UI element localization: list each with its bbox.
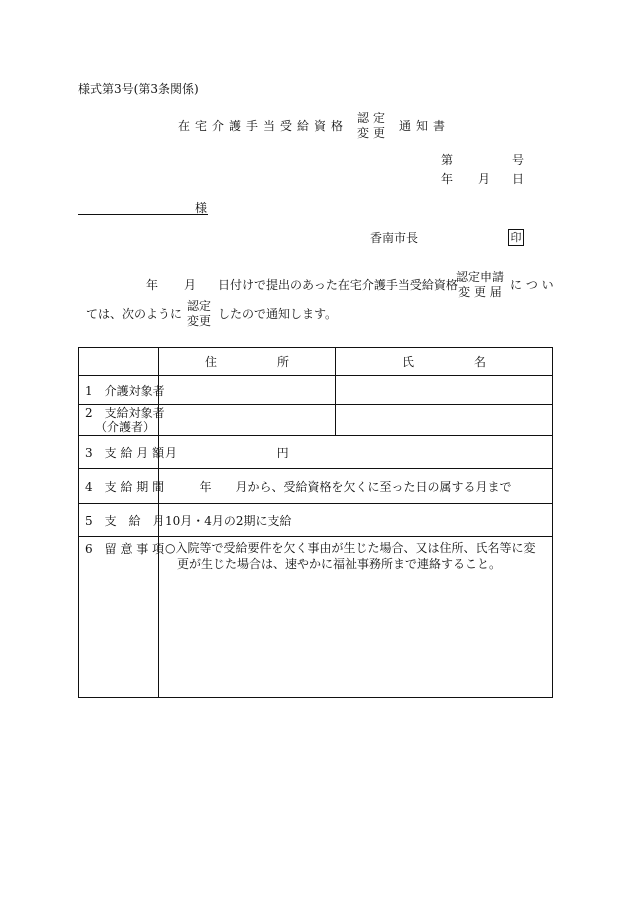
row3-value (159, 436, 553, 469)
row2-label-line1: 2 支給対象者 (85, 406, 165, 420)
title-stack (355, 111, 391, 141)
row5-value: 10月・4月の2期に支給 (159, 504, 553, 537)
body-stack-2-bottom: 変更 (186, 314, 211, 328)
body-text-4: したので通知します。 (218, 307, 338, 321)
title-prefix: 在宅介護手当受給資格 (178, 119, 349, 133)
row3-yen: 円 (276, 445, 289, 460)
doc-number-dai: 第 (441, 153, 454, 167)
addressee-underline (78, 214, 208, 215)
body-text-2: に つ い (510, 278, 554, 292)
row3-label: 3 支 給 月 額 (79, 436, 159, 469)
row1-label: 1 介護対象者 (79, 376, 159, 405)
date-month: 月 (478, 172, 491, 186)
issuer: 香南市長 (370, 231, 419, 245)
body-stack-2-top: 認定 (186, 299, 211, 313)
row2-label-line2: （介護者） (95, 420, 156, 434)
title-stack-bottom: 変更 (356, 126, 389, 140)
body-text-3: ては、次のように (86, 307, 183, 321)
row4-value: 年 月から、受給資格を欠くに至った日の属する月まで (159, 469, 553, 504)
table-row-payee (79, 405, 553, 436)
addressee-suffix: 様 (195, 201, 208, 215)
body-stack-2 (184, 299, 214, 329)
body-text-1: 日付けで提出のあった在宅介護手当受給資格 (218, 278, 458, 292)
header-address: 住 所 (159, 348, 336, 376)
form-number: 様式第3号(第3条関係) (78, 82, 199, 96)
body-stack-1 (454, 270, 506, 300)
header-name: 氏 名 (336, 348, 553, 376)
row2-label (79, 405, 165, 436)
date-day: 日 (512, 172, 525, 186)
date-year: 年 (441, 172, 454, 186)
table-row-notes (79, 537, 553, 698)
notification-table (78, 347, 553, 698)
row3-month: 月 (165, 445, 178, 460)
body-stack-1-bottom: 変 更 届 (458, 285, 502, 299)
doc-number-go: 号 (512, 153, 525, 167)
table-row-care-target (79, 376, 553, 405)
header-empty-cell (79, 348, 159, 376)
row1-address (159, 376, 336, 405)
table-row-payment-months (79, 504, 553, 537)
title-suffix: 通知書 (399, 119, 451, 133)
row6-value: ○入院等で受給要件を欠く事由が生じた場合、又は住所、氏名等に変更が生じた場合は、速やかに福祉事務所まで連絡すること。 (165, 541, 536, 571)
row1-name (336, 376, 553, 405)
row2-address (159, 405, 336, 436)
row6-label: 6 留 意 事 項 (79, 537, 159, 698)
row5-label: 5 支 給 月 (79, 504, 159, 537)
row4-label: 4 支 給 期 間 (79, 469, 159, 504)
body-month: 月 (184, 278, 197, 292)
body-stack-1-top: 認定申請 (455, 270, 504, 284)
row2-name (336, 405, 553, 436)
body-year: 年 (146, 278, 159, 292)
table-row-period (79, 469, 553, 504)
seal-stamp: 印 (508, 229, 524, 246)
title-stack-top: 認定 (356, 111, 389, 125)
table-header-row (79, 348, 553, 376)
table-row-monthly-amount (79, 436, 553, 469)
row6-value-cell (159, 537, 553, 698)
